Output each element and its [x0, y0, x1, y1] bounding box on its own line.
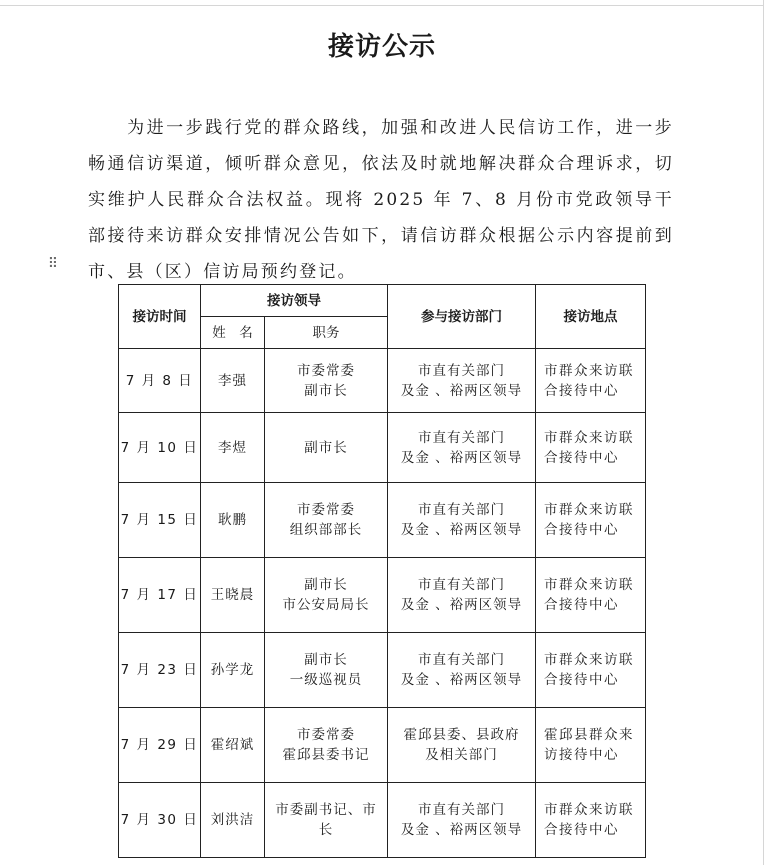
cell-position-line: 市委常委 [297, 362, 355, 379]
cell-location-line: 霍邱县群众来 [544, 727, 634, 743]
table-row [119, 633, 646, 708]
cell-location [536, 413, 646, 483]
cell-location-line: 市群众来访联 [544, 362, 634, 379]
cell-date [119, 708, 201, 783]
table-row [119, 558, 646, 633]
cell-date-line: 7 月 17 日 [120, 587, 199, 603]
cell-location-line: 市群众来访联 [544, 577, 634, 593]
cell-dept-line: 及金 、裕两区领导 [400, 382, 523, 399]
header-time: 接访时间 [119, 285, 201, 349]
table-header-row [119, 285, 646, 317]
cell-name-line: 李强 [218, 372, 247, 389]
cell-location-line: 合接待中心 [544, 522, 619, 538]
cell-date [119, 783, 201, 858]
cell-dept [388, 708, 536, 783]
cell-position-line: 市委常委 [297, 727, 355, 743]
cell-dept [388, 483, 536, 558]
cell-location [536, 483, 646, 558]
cell-location-line: 访接待中心 [544, 747, 619, 763]
cell-dept-line: 市直有关部门 [418, 577, 505, 593]
cell-date [119, 633, 201, 708]
table-row [119, 708, 646, 783]
cell-position-line: 霍邱县委书记 [282, 747, 370, 763]
cell-dept-line: 及金 、裕两区领导 [400, 522, 523, 538]
cell-location [536, 708, 646, 783]
cell-name-line: 耿鹏 [218, 512, 247, 528]
table-row [119, 783, 646, 858]
cell-name [201, 633, 265, 708]
header-position: 职务 [265, 317, 388, 349]
cell-location [536, 783, 646, 858]
cell-position [265, 413, 388, 483]
cell-date-line: 7 月 8 日 [125, 372, 194, 389]
cell-position [265, 783, 388, 858]
cell-dept [388, 349, 536, 413]
cell-dept-line: 及金 、裕两区领导 [400, 672, 523, 688]
cell-dept [388, 783, 536, 858]
header-leader: 接访领导 [201, 285, 388, 317]
cell-dept-line: 市直有关部门 [418, 502, 505, 518]
cell-dept-line: 市直有关部门 [418, 802, 505, 818]
cell-position-line: 副市长 [304, 382, 348, 399]
schedule-table [118, 284, 646, 858]
cell-location [536, 633, 646, 708]
cell-dept-line: 及金 、裕两区领导 [400, 597, 523, 613]
cell-name-line: 霍绍斌 [210, 737, 255, 753]
cell-dept [388, 413, 536, 483]
cell-location-line: 合接待中心 [544, 449, 619, 466]
cell-name [201, 558, 265, 633]
intro-paragraph: 为进一步践行党的群众路线，加强和改进人民信访工作，进一步畅通信访渠道，倾听群众意见，依法及时就地解决群众合理诉求，切实维护人民群众合法权益。现将 2025 年 7、8 月份市党政领导干部接待来访群众安排情况公告如下，请信访群众根据公示内容提前到市、县（区）信访局预约登记。 [88, 118, 674, 282]
cell-dept [388, 633, 536, 708]
cell-location-line: 合接待中心 [544, 822, 619, 838]
cell-date [119, 558, 201, 633]
cell-position-line: 市委常委 [297, 502, 355, 518]
cell-name [201, 349, 265, 413]
cell-location-line: 市群众来访联 [544, 502, 634, 518]
cell-location-line: 合接待中心 [544, 597, 619, 613]
drag-handle-icon[interactable]: ⠿ [47, 256, 59, 272]
cell-dept [388, 558, 536, 633]
table-row [119, 483, 646, 558]
cell-name-line: 王晓晨 [210, 587, 255, 603]
cell-location-line: 合接待中心 [544, 382, 619, 399]
header-dept: 参与接访部门 [388, 285, 536, 349]
cell-date-line: 7 月 29 日 [120, 737, 199, 753]
cell-position-line: 副市长 [304, 439, 348, 456]
cell-date-line: 7 月 30 日 [120, 812, 199, 828]
header-name: 姓 名 [201, 317, 265, 349]
cell-position-line: 一级巡视员 [289, 672, 363, 688]
cell-dept-line: 市直有关部门 [418, 429, 505, 446]
cell-name-line: 刘洪洁 [210, 812, 255, 828]
cell-location-line: 市群众来访联 [544, 802, 634, 818]
cell-date [119, 349, 201, 413]
cell-name [201, 708, 265, 783]
cell-position-line: 组织部部长 [289, 522, 363, 538]
cell-dept-line: 市直有关部门 [418, 652, 505, 668]
page-title: 接访公示 [327, 32, 436, 62]
cell-position-line: 副市长 [304, 652, 348, 668]
cell-position [265, 483, 388, 558]
cell-location-line: 市群众来访联 [544, 652, 634, 668]
window-top-border [0, 0, 764, 6]
cell-location-line: 合接待中心 [544, 672, 619, 688]
cell-dept-line: 霍邱县委、县政府 [403, 727, 520, 743]
cell-position-line: 长 [318, 822, 334, 838]
cell-position-line: 市委副书记、市 [275, 802, 377, 818]
cell-position-line: 副市长 [304, 577, 348, 593]
cell-date-line: 7 月 15 日 [120, 512, 199, 528]
cell-dept-line: 及金 、裕两区领导 [400, 822, 523, 838]
cell-position [265, 349, 388, 413]
cell-dept-line: 及相关部门 [425, 747, 498, 763]
cell-name-line: 孙学龙 [210, 662, 255, 678]
table-row [119, 413, 646, 483]
cell-location-line: 市群众来访联 [544, 429, 634, 446]
cell-dept-line: 市直有关部门 [418, 362, 505, 379]
cell-name [201, 413, 265, 483]
cell-name [201, 483, 265, 558]
cell-date-line: 7 月 10 日 [120, 439, 199, 456]
cell-position [265, 558, 388, 633]
cell-name-line: 李煜 [218, 439, 247, 456]
cell-location [536, 558, 646, 633]
header-location: 接访地点 [536, 285, 646, 349]
cell-position [265, 633, 388, 708]
cell-position [265, 708, 388, 783]
cell-date [119, 413, 201, 483]
cell-dept-line: 及金 、裕两区领导 [400, 449, 523, 466]
cell-name [201, 783, 265, 858]
cell-position-line: 市公安局局长 [282, 597, 370, 613]
cell-location [536, 349, 646, 413]
table-row [119, 349, 646, 413]
cell-date [119, 483, 201, 558]
cell-date-line: 7 月 23 日 [120, 662, 199, 678]
